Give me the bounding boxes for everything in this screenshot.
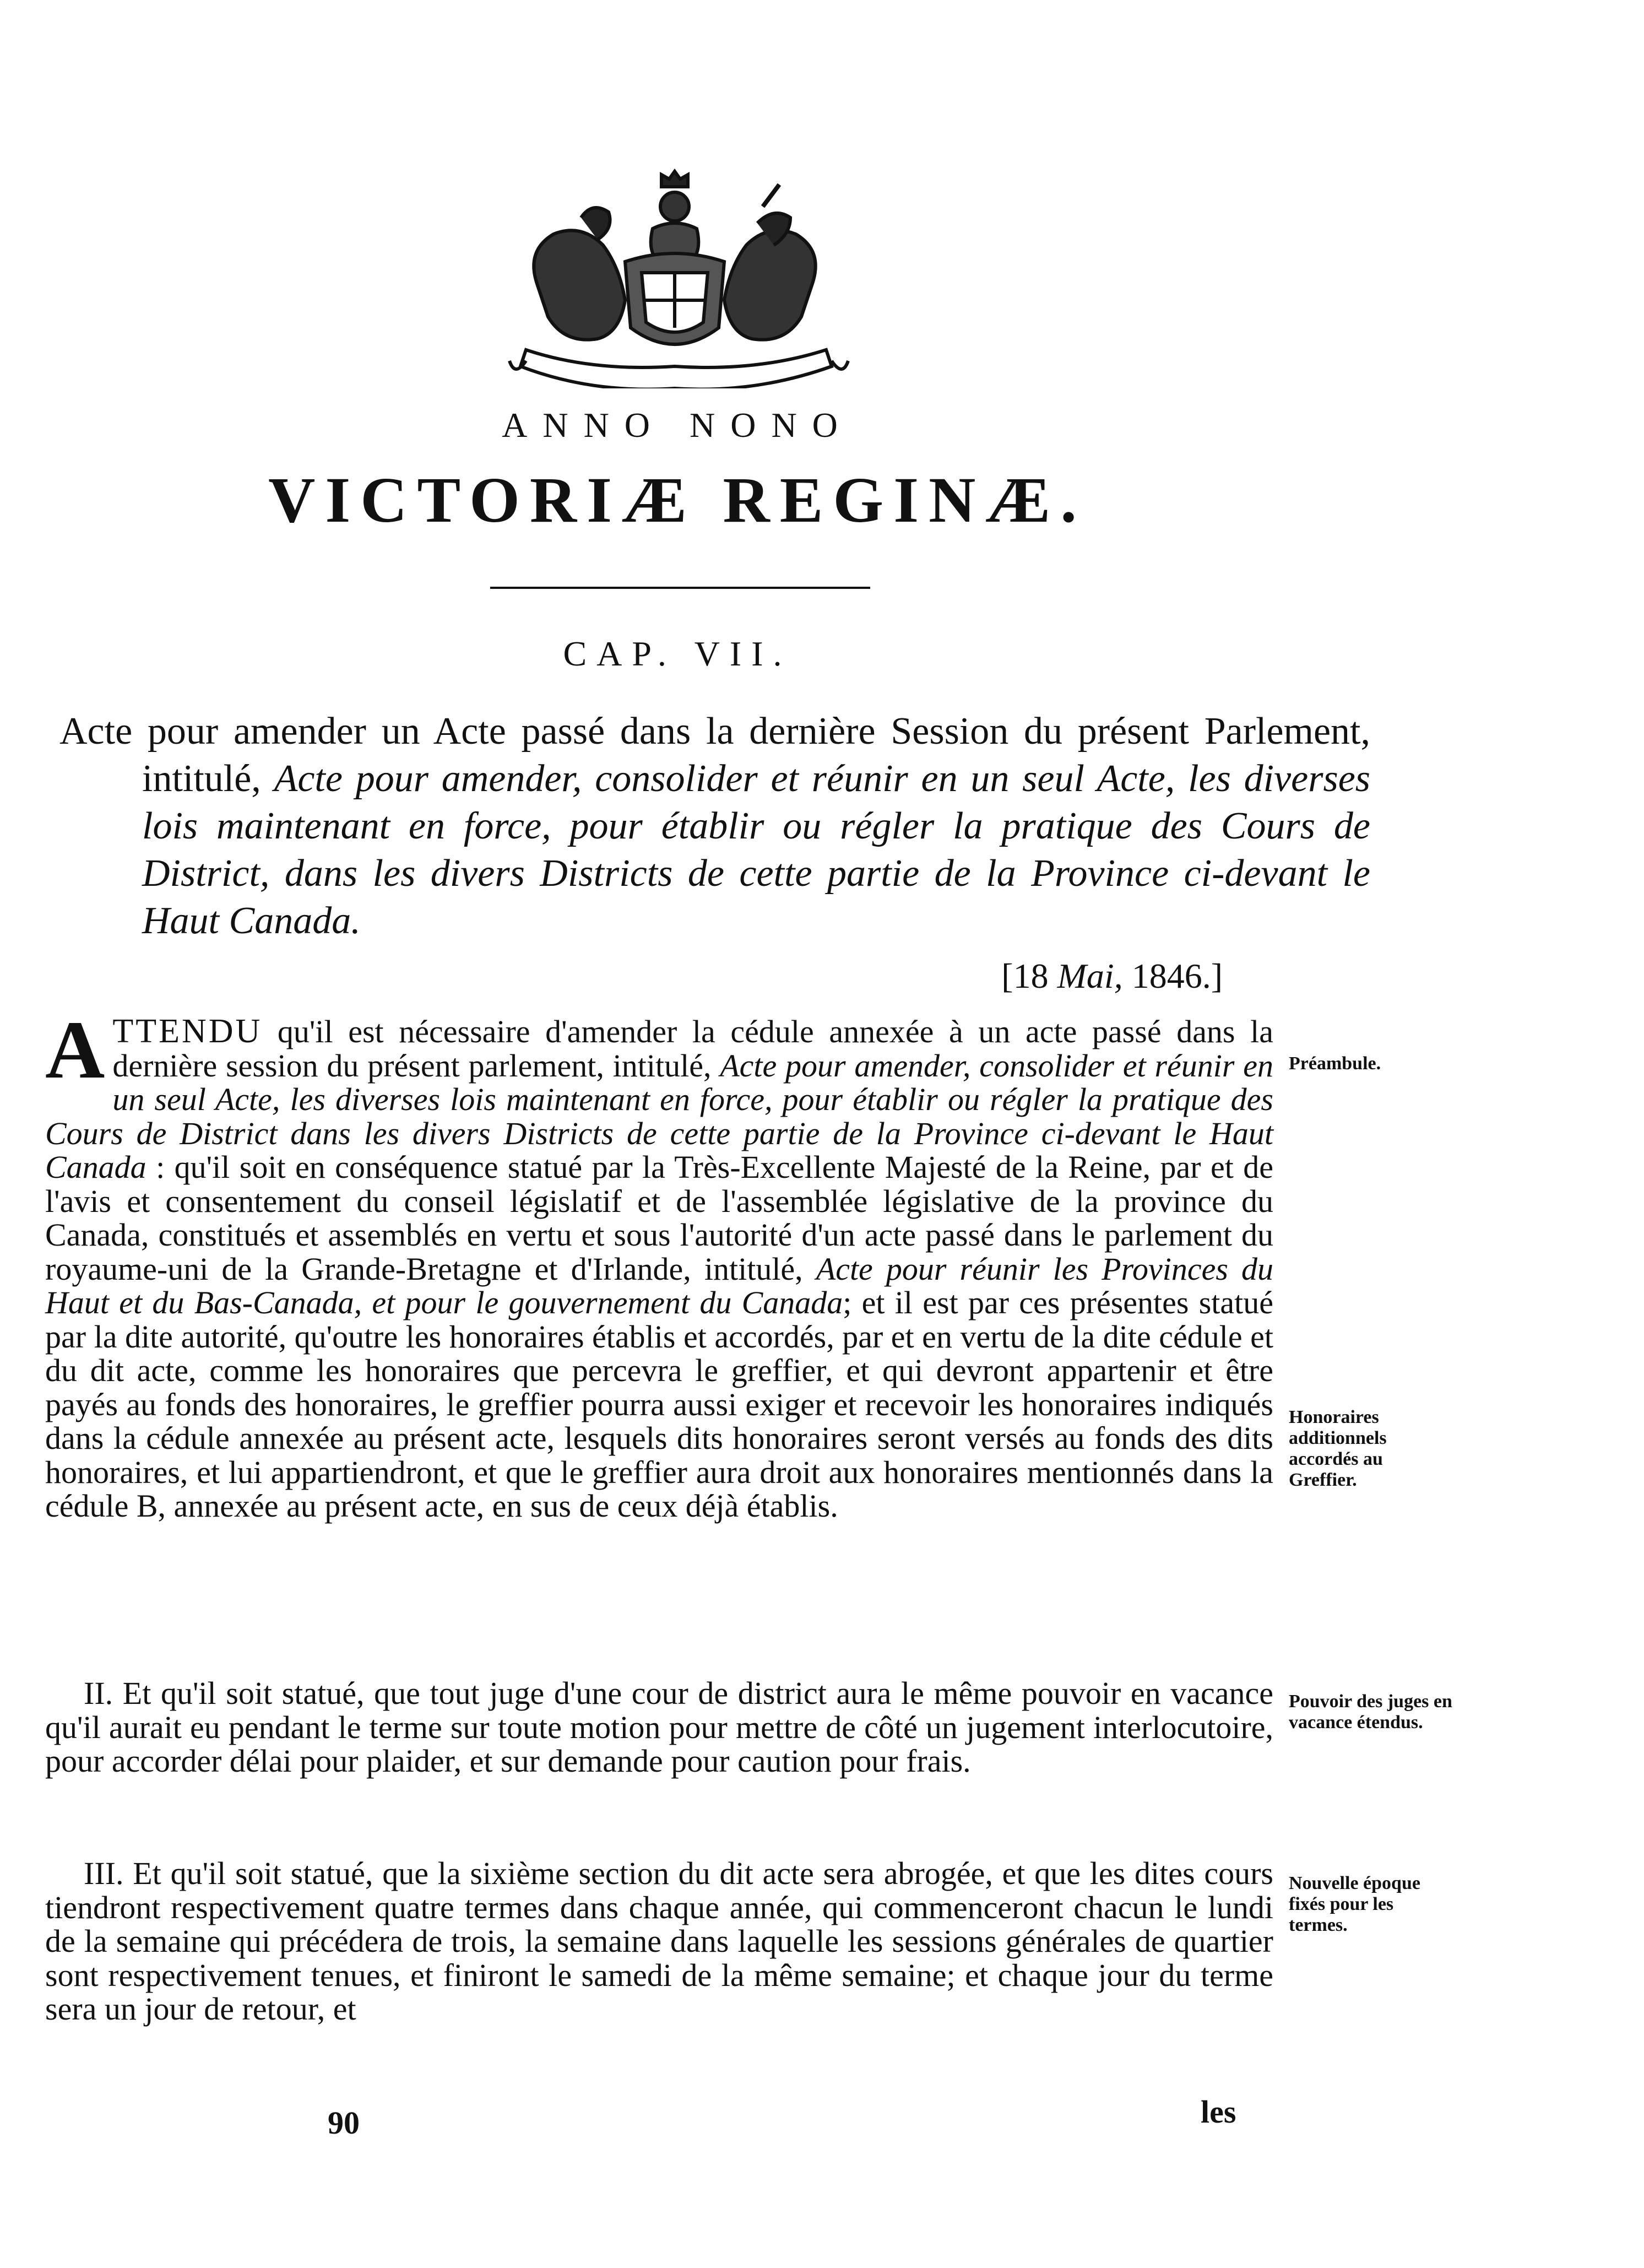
date-open: [18 — [1001, 956, 1057, 995]
preamble-paragraph — [45, 1004, 1274, 1524]
anno-heading: ANNO NONO — [502, 405, 853, 445]
date-rest: 1846.] — [1122, 956, 1223, 995]
royal-coat-of-arms-icon — [504, 168, 854, 388]
preamble-italic-1: Acte pour amender, consolider et réunir en un seul Acte, les diverses lois maintenant en force, pour établir ou régler la pratique des Cours de District dans les divers Districts de cette partie de la Province ci-devant le Haut Canada — [45, 1047, 1274, 1185]
margin-note-honoraires: Honoraires additionnels accordés au Greffier. — [1289, 1407, 1387, 1490]
catchword: les — [1201, 2094, 1236, 2130]
act-title-italic: Acte pour amender, consolider et réunir en un seul Acte, les diverses lois maintenant en force, pour établir ou régler la pratique des Cours de District, dans les divers Districts de cette partie de la Province ci-devant le Haut Canada. — [142, 757, 1371, 942]
preamble-text-b: : qu'il soit en conséquence statué par la Très-Excellente Majesté de la Reine, par et de l'avis et consentement du conseil législatif et de l'assemblée législative de la province du Canada, constitués et assemblés en vertu et sous l'autorité d'un acte passé dans le parlement du royaume-uni de la Grande-Bretagne et d'Irlande, intitulé, — [45, 1149, 1273, 1287]
preamble-italic-2: Acte pour réunir les Provinces du Haut et du Bas-Canada, et pour le gouvernement du Canada — [45, 1251, 1274, 1320]
section-iii-paragraph: III. Et qu'il soit statué, que la sixième section du dit acte sera abrogée, et que les dites cours tiendront respectivement quatre termes dans chaque année, qui commenceront chacun le lundi de la semaine qui précédera de trois, la semaine dans laquelle les sessions générales de quartier sont respectivement tenues, et finiront le samedi de la même semaine; et chaque jour du terme sera un jour de retour, et — [45, 1855, 1273, 2027]
preamble-text-a: qu'il est nécessaire d'amender la cédule annexée à un acte passé dans la dernière session du présent parlement, intitulé, — [112, 1014, 1273, 1084]
act-date — [881, 956, 1223, 997]
chapter-heading: CAP. VII. — [563, 634, 792, 673]
act-title-plain: Acte pour amender un Acte passé dans la dernière Session du présent Parlement, intitulé, — [59, 710, 1370, 800]
date-month: Mai, — [1057, 956, 1123, 995]
drop-cap: A — [45, 1004, 105, 1096]
page-number: 90 — [328, 2105, 360, 2141]
preamble-text-c: ; et il est par ces présentes statué par la dite autorité, qu'outre les honoraires établis et accordés, par et en vertu de la dite cédule et du dit acte, comme les honoraires que percevra le greffier, et qui devront appartenir et être payés au fonds des honoraires, le greffier pourra aussi exiger et recevoir les honoraires indiqués dans la cédule annexée au présent acte, lesquels dits honoraires seront versés au fonds des dits honoraires, et lui appartiendront, et que le greffier aura droit aux honoraires mentionnés dans la cédule B, annexée au présent acte, en sus de ceux déjà établis. — [45, 1285, 1273, 1524]
margin-note-nouvelle: Nouvelle époque fixés pour les termes. — [1289, 1873, 1420, 1935]
section-ii-paragraph: II. Et qu'il soit statué, que tout juge d'une cour de district aura le même pouvoir en vacance qu'il aurait eu pendant le terme sur toute motion pour mettre de côté un jugement interlocutoire, pour accorder délai pour plaider, et sur demande pour caution pour frais. — [45, 1675, 1273, 1779]
margin-note-preambule: Préambule. — [1289, 1053, 1381, 1074]
divider-rule — [490, 587, 870, 589]
act-title — [59, 708, 1370, 945]
reign-heading: VICTORIÆ REGINÆ. — [268, 464, 1087, 536]
margin-note-pouvoir: Pouvoir des juges en vacance étendus. — [1289, 1691, 1452, 1733]
preamble-lead-word: TTENDU — [112, 1013, 263, 1050]
